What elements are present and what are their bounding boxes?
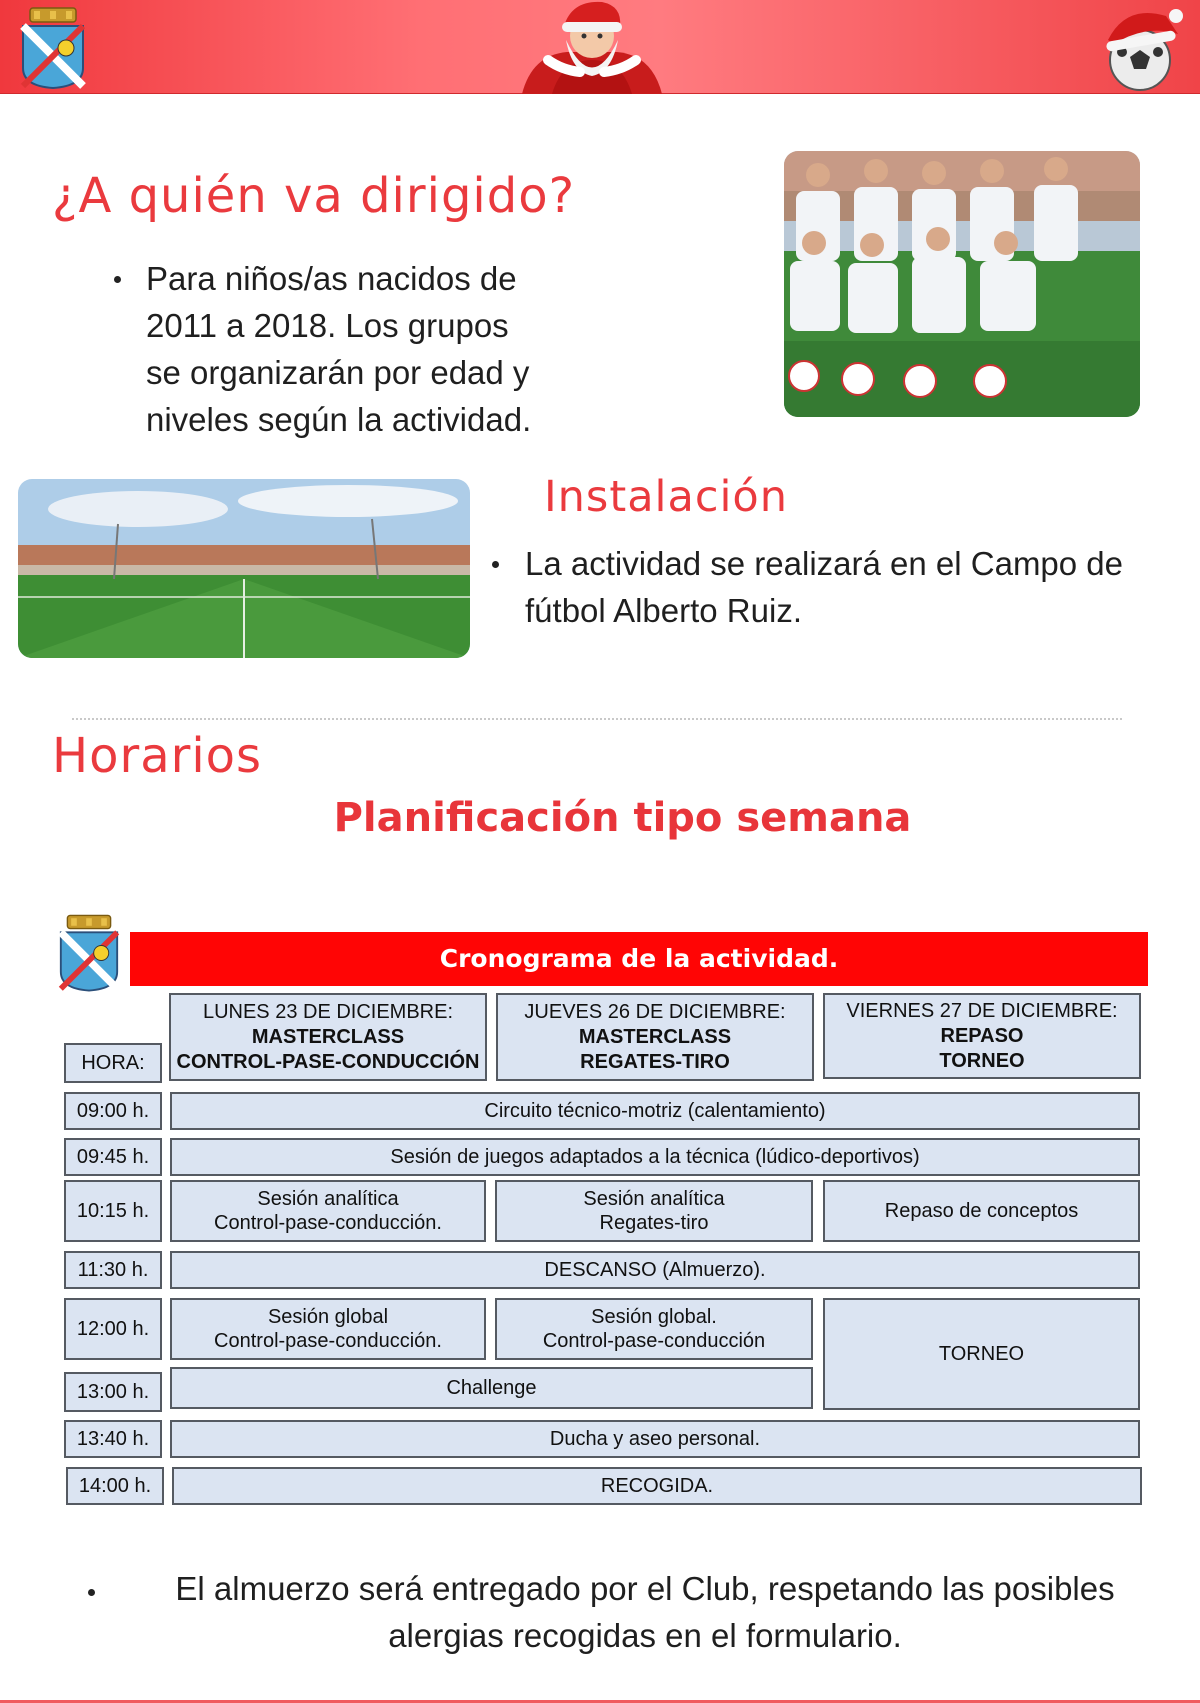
activity-challenge: Challenge	[170, 1367, 813, 1409]
hour-cell: 11:30 h.	[64, 1251, 162, 1289]
day-topic: CONTROL-PASE-CONDUCCIÓN	[176, 1050, 480, 1073]
activity-pickup: RECOGIDA.	[172, 1467, 1142, 1505]
hour-cell: 10:15 h.	[64, 1180, 162, 1242]
activity-break: DESCANSO (Almuerzo).	[170, 1251, 1140, 1289]
header-banner	[0, 0, 1200, 94]
installation-text	[525, 540, 1165, 634]
club-crest-icon	[20, 6, 86, 90]
day-date: VIERNES 27 DE DICIEMBRE:	[846, 999, 1118, 1022]
day-type: REPASO	[940, 1024, 1024, 1047]
day-header-thursday	[496, 993, 814, 1081]
day-date: LUNES 23 DE DICIEMBRE:	[202, 1000, 454, 1023]
schedule-subtitle: Planificación tipo semana	[333, 795, 912, 841]
activity-warmup: Circuito técnico-motriz (calentamiento)	[170, 1092, 1140, 1130]
activity-games: Sesión de juegos adaptados a la técnica (lúdico-deportivos)	[170, 1138, 1140, 1176]
target-heading: ¿A quién va dirigido?	[52, 168, 576, 224]
activity-global-thursday: Sesión global. Control-pase-conducción	[495, 1298, 813, 1360]
activity-shower: Ducha y aseo personal.	[170, 1420, 1140, 1458]
day-type: MASTERCLASS	[251, 1025, 405, 1048]
stadium-photo	[18, 479, 470, 658]
lunch-note: El almuerzo será entregado por el Club, respetando las posibles alergias recogidas en el formulario.	[175, 1570, 1115, 1654]
day-topic: REGATES-TIRO	[580, 1050, 730, 1073]
team-photo	[784, 151, 1140, 417]
schedule-heading: Horarios	[52, 728, 263, 784]
installation-line: fútbol Alberto Ruiz.	[525, 592, 802, 629]
installation-bullet	[492, 561, 499, 568]
target-line: Para niños/as nacidos de	[146, 260, 517, 297]
installation-heading: Instalación	[544, 472, 788, 522]
day-type: MASTERCLASS	[578, 1025, 732, 1048]
hour-cell: 13:00 h.	[64, 1372, 162, 1412]
activity-analytic-monday: Sesión analítica Control-pase-conducción.	[170, 1180, 486, 1242]
hour-cell: 09:45 h.	[64, 1138, 162, 1176]
hour-cell: 12:00 h.	[64, 1298, 162, 1360]
target-line: niveles según la actividad.	[146, 401, 532, 438]
installation-line: La actividad se realizará en el Campo de	[525, 545, 1124, 582]
hour-cell: 14:00 h.	[66, 1467, 164, 1505]
target-text	[146, 255, 586, 443]
section-divider	[72, 718, 1122, 720]
santa-hat-football-icon	[1096, 4, 1186, 94]
day-header-monday	[169, 993, 487, 1081]
day-header-friday	[823, 993, 1141, 1079]
activity-global-monday: Sesión global Control-pase-conducción.	[170, 1298, 486, 1360]
activity-tournament: TORNEO	[823, 1298, 1140, 1410]
hour-cell: 09:00 h.	[64, 1092, 162, 1130]
day-date: JUEVES 26 DE DICIEMBRE:	[524, 1000, 786, 1023]
club-crest-icon	[58, 912, 120, 994]
target-line: 2011 a 2018. Los grupos	[146, 307, 509, 344]
note-bullet	[88, 1589, 95, 1596]
hour-cell: 13:40 h.	[64, 1420, 162, 1458]
target-bullet	[114, 276, 121, 283]
activity-analytic-thursday: Sesión analítica Regates-tiro	[495, 1180, 813, 1242]
schedule-banner: Cronograma de la actividad.	[130, 932, 1148, 986]
day-topic: TORNEO	[939, 1049, 1025, 1072]
santa-claus-icon	[522, 0, 662, 94]
target-line: se organizarán por edad y	[146, 354, 530, 391]
hour-header: HORA:	[64, 1043, 162, 1083]
activity-review-friday: Repaso de conceptos	[823, 1180, 1140, 1242]
